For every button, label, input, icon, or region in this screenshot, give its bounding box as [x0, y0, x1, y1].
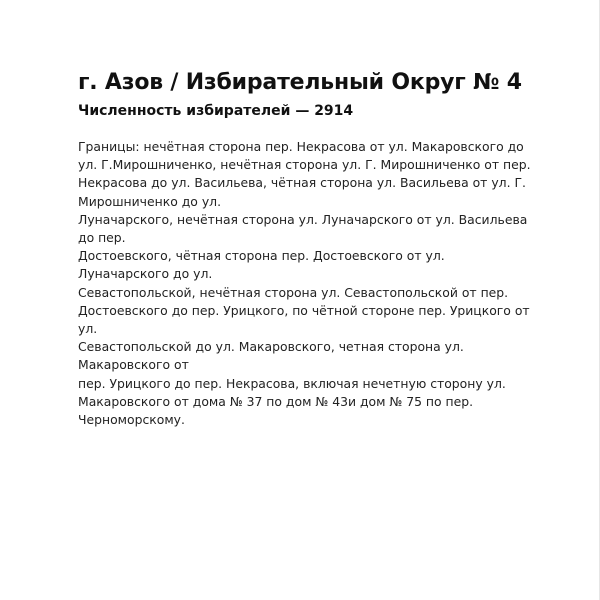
page-title: г. Азов / Избирательный Округ № 4	[78, 70, 522, 95]
text-line: Черноморскому.	[78, 412, 185, 428]
text-line: ул. Г.Мирошниченко, нечётная сторона ул. Г. Мирошниченко от пер.	[78, 157, 531, 173]
text-line: Севастопольской до ул. Макаровского, четная сторона ул.	[78, 339, 464, 355]
text-line: пер. Урицкого до пер. Некрасова, включая нечетную сторону ул.	[78, 375, 506, 391]
voter-count-subtitle: Численность избирателей — 2914	[78, 103, 354, 119]
text-line: Севастопольской, нечётная сторона ул. Севастопольской от пер.	[78, 284, 509, 300]
text-line: до пер.	[78, 230, 126, 246]
boundaries-description	[78, 138, 548, 429]
document-content	[78, 66, 548, 429]
text-line: Мирошниченко до ул.	[78, 193, 222, 209]
text-line: Луначарского, нечётная сторона ул. Луначарского от ул. Васильева	[78, 211, 528, 227]
text-line: Макаровского от	[78, 357, 189, 373]
text-line: Границы: нечётная сторона пер. Некрасова от ул. Макаровского до	[78, 139, 524, 154]
text-line: Макаровского от дома № 37 по дом № 43и дом № 75 по пер.	[78, 393, 474, 409]
text-line: Луначарского до ул.	[78, 266, 213, 282]
text-line: Некрасова до ул. Васильева, чётная сторона ул. Васильева от ул. Г.	[78, 175, 526, 191]
text-line: Достоевского, чётная сторона пер. Достоевского от ул.	[78, 248, 445, 264]
text-line: Достоевского до пер. Урицкого, по чётной стороне пер. Урицкого от	[78, 302, 530, 318]
text-line: ул.	[78, 321, 98, 337]
